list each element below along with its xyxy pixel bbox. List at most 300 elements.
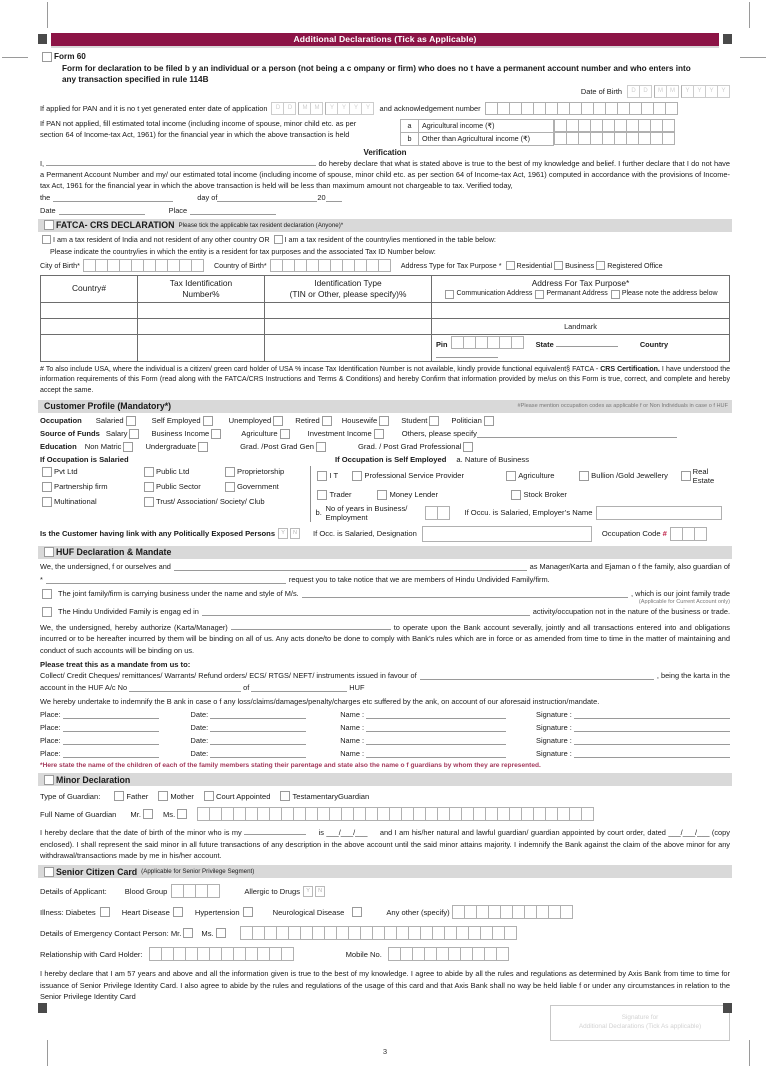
addr-communication-checkbox[interactable] bbox=[445, 290, 454, 299]
occupation-student-checkbox[interactable] bbox=[429, 416, 439, 426]
salaried-options-row-2 bbox=[40, 482, 310, 492]
moneylender-checkbox[interactable] bbox=[377, 490, 387, 500]
city-of-birth-input[interactable] bbox=[83, 259, 204, 272]
customer-profile-header bbox=[38, 400, 732, 413]
years-employer-row bbox=[315, 504, 730, 522]
fatca-address-options bbox=[433, 289, 728, 300]
bullion-checkbox[interactable] bbox=[579, 471, 589, 481]
huf-guardian-field[interactable] bbox=[46, 575, 286, 584]
fatca-section-header bbox=[38, 219, 732, 232]
designation-label: If Occ. is Salaried, Designation bbox=[313, 529, 417, 539]
huf-place-field-1[interactable] bbox=[63, 710, 159, 719]
source-others-label: Others, please specify bbox=[401, 429, 477, 439]
huf-mandate-acc: account in the HUF A/c No bbox=[40, 683, 128, 693]
employment-headings-row bbox=[40, 455, 730, 464]
guardian-court-checkbox[interactable] bbox=[204, 791, 214, 801]
minor-court-date-field[interactable]: ___/___/___ bbox=[668, 828, 710, 838]
any-other-label: Any other (specify) bbox=[386, 907, 450, 917]
guardian-name-label: Full Name of Guardian bbox=[40, 809, 117, 819]
fatca-footnote-1: # To also include USA, where the individual is a citizen/ green card holder of USA % incase Tax Identification Number is not available, kindly provide functional equivalent§ FATCA - bbox=[40, 365, 599, 373]
income-table bbox=[400, 119, 676, 146]
huf-date-field-2[interactable] bbox=[210, 723, 306, 732]
pan-applied-label: If applied for PAN and it is no t yet generated enter date of application bbox=[40, 103, 268, 113]
huf-mandate-mid: , being the karta in the bbox=[656, 671, 730, 681]
fatca-idtype-cell-1[interactable] bbox=[265, 302, 432, 318]
country-of-birth-input[interactable] bbox=[270, 259, 391, 272]
income-row-a bbox=[401, 119, 676, 132]
illness-heart-checkbox[interactable] bbox=[173, 907, 183, 917]
income-b-label: Other than Agricultural income (₹) bbox=[419, 132, 554, 145]
page-header bbox=[38, 33, 732, 46]
address-type-registered-label: Registered Office bbox=[607, 260, 663, 270]
psp-checkbox[interactable] bbox=[352, 471, 362, 481]
huf-line2 bbox=[40, 575, 730, 584]
huf-sig-field-3[interactable] bbox=[574, 736, 730, 745]
education-gradprof-label: Grad. / Post Grad Professional bbox=[357, 442, 462, 452]
country-field[interactable] bbox=[436, 349, 498, 358]
register-square-bottom-right bbox=[723, 1003, 732, 1013]
fatca-table-row[interactable] bbox=[41, 334, 730, 361]
salaried-options-row-3 bbox=[40, 497, 310, 507]
trust-checkbox[interactable] bbox=[144, 497, 154, 507]
minor-checkbox[interactable] bbox=[44, 775, 54, 785]
signature-box[interactable] bbox=[550, 1005, 730, 1041]
stockbroker-label: Stock Broker bbox=[523, 490, 567, 500]
source-business-checkbox[interactable] bbox=[211, 429, 221, 439]
pan-application-row bbox=[40, 102, 730, 115]
huf-account-no-field[interactable] bbox=[129, 683, 241, 692]
bullion-label: Bullion /Gold Jewellery bbox=[591, 471, 668, 481]
form60-checkbox-row[interactable] bbox=[40, 51, 730, 63]
huf-line2-post: request you to take notice that we are members of Hindu Undivided Family/firm. bbox=[288, 574, 550, 584]
register-square-left bbox=[38, 34, 47, 44]
place-field[interactable] bbox=[190, 206, 276, 215]
guardian-mr-label: Mr. bbox=[130, 809, 141, 819]
occupation-unemployed-checkbox[interactable] bbox=[273, 416, 283, 426]
fatca-option-2-checkbox[interactable] bbox=[274, 235, 283, 244]
minor-dob-field[interactable]: ___/___/___ bbox=[326, 828, 368, 838]
huf-section-header bbox=[38, 546, 732, 559]
blood-group-input[interactable] bbox=[171, 884, 220, 898]
senior-section-header bbox=[38, 865, 732, 878]
fatca-tin-cell-2[interactable] bbox=[138, 318, 265, 334]
relationship-input[interactable] bbox=[149, 947, 294, 961]
allergic-no-checkbox[interactable]: N bbox=[315, 886, 325, 897]
guardian-mr-checkbox[interactable] bbox=[143, 809, 153, 819]
huf-business-name-field[interactable] bbox=[302, 589, 628, 598]
multinational-checkbox[interactable] bbox=[42, 497, 52, 507]
occupation-code-hash: # bbox=[662, 529, 667, 539]
form60-label: Form 60 bbox=[54, 52, 86, 61]
pin-input[interactable] bbox=[451, 336, 524, 349]
huf-authorization bbox=[40, 621, 730, 656]
income-a-input[interactable] bbox=[554, 119, 675, 132]
guardian-ms-checkbox[interactable] bbox=[177, 809, 187, 819]
partnership-checkbox[interactable] bbox=[42, 482, 52, 492]
education-nonmatric-checkbox[interactable] bbox=[123, 442, 133, 452]
huf-favour-field[interactable] bbox=[420, 671, 654, 680]
illness-neuro-checkbox[interactable] bbox=[352, 907, 362, 917]
fatca-table-row[interactable] bbox=[41, 318, 730, 334]
huf-place-field-4[interactable] bbox=[63, 749, 159, 758]
huf-check1-pre: The joint family/firm is carrying business under the name and style of M/s. bbox=[58, 589, 299, 599]
years-input[interactable] bbox=[425, 506, 450, 520]
huf-date-label-2: Date: bbox=[190, 723, 209, 733]
government-checkbox[interactable] bbox=[225, 482, 235, 492]
realestate-label: Real Estate bbox=[692, 466, 715, 485]
realestate-checkbox[interactable] bbox=[681, 471, 691, 481]
verification-paragraph bbox=[40, 157, 730, 192]
publicsector-checkbox[interactable] bbox=[144, 482, 154, 492]
occupation-housewife-label: Housewife bbox=[341, 416, 378, 426]
illness-row bbox=[40, 905, 730, 919]
address-type-business-checkbox[interactable] bbox=[554, 261, 563, 270]
huf-mandate-pre: Collect/ Credit Cheques/ remittances/ Warrants/ Refund orders/ ECS/ RTGS/ NEFT/ instruments issued in favour of bbox=[40, 671, 417, 681]
huf-date-label-4: Date: bbox=[190, 749, 209, 759]
signature-area bbox=[40, 1005, 730, 1041]
fatca-checkbox[interactable] bbox=[44, 220, 54, 230]
huf-huf-name-field[interactable] bbox=[251, 683, 347, 692]
government-label: Government bbox=[237, 482, 279, 492]
minor-decl-1: I hereby declare that the date of birth of the minor who is my bbox=[40, 828, 242, 838]
fatca-option-1-label: I am a tax resident of India and not resident of any other country OR bbox=[53, 234, 270, 244]
fatca-footnote bbox=[40, 365, 730, 396]
occupation-salaried-label: Salaried bbox=[95, 416, 124, 426]
register-square-bottom-left bbox=[38, 1003, 47, 1013]
customer-profile-note: #Please mention occupation codes as applicable f or Non Individuals in case o f HUF bbox=[517, 403, 728, 410]
income-text-line1: If PAN not applied, fill estimated total income (including income of spouse, minor child etc. as per bbox=[40, 118, 357, 128]
huf-sig-label-2: Signature : bbox=[536, 723, 572, 733]
huf-line1 bbox=[40, 562, 730, 571]
occupation-politician-checkbox[interactable] bbox=[484, 416, 494, 426]
huf-engaged-checkbox[interactable] bbox=[42, 607, 52, 617]
huf-line2-star: * bbox=[40, 574, 43, 584]
emergency-name-input[interactable] bbox=[240, 926, 517, 940]
crop-mark-top-right bbox=[749, 2, 750, 28]
salaried-options-row-1 bbox=[40, 467, 310, 477]
fatca-th-tin-l2: Number% bbox=[182, 288, 220, 299]
source-others-field[interactable] bbox=[477, 429, 677, 438]
landmark-cell[interactable]: Landmark bbox=[432, 318, 730, 334]
minor-relation-field[interactable] bbox=[244, 826, 306, 835]
verification-text: do hereby declare that what is stated above is true to the best of my knowledge and belief. I further declare that I do not have a Permanent Account Number and my/ our estimated total income (including income of spouse, minor child etc. as per section 64 of Income-tax Act, 1961) computed in accordance with the provisions of Income-tax Act, 1961 for the financial year in which the above transaction is held will be less than maximum amount not chargeable to tax. Verified today, bbox=[40, 158, 730, 191]
verification-day-field[interactable] bbox=[53, 193, 173, 202]
publicltd-checkbox[interactable] bbox=[144, 467, 154, 477]
verification-name-field[interactable] bbox=[46, 157, 316, 166]
occupation-row bbox=[40, 416, 730, 426]
source-agriculture-checkbox[interactable] bbox=[280, 429, 290, 439]
huf-joint-family-checkbox[interactable] bbox=[42, 589, 52, 599]
agriculture-se-checkbox[interactable] bbox=[506, 471, 516, 481]
illness-hypertension-label: Hypertension bbox=[194, 907, 240, 917]
addr-permanent-label: Permanant Address bbox=[546, 290, 608, 298]
crop-mark-left-top bbox=[2, 57, 28, 58]
fatca-country-cell-3[interactable] bbox=[41, 334, 138, 361]
verification-the: the bbox=[40, 192, 51, 202]
mobile-label: Mobile No. bbox=[345, 949, 382, 959]
salaried-heading: If Occupation is Salaried bbox=[40, 454, 129, 464]
address-type-registered-checkbox[interactable] bbox=[596, 261, 605, 270]
huf-sig-field-1[interactable] bbox=[574, 710, 730, 719]
verification-20: 20 bbox=[317, 192, 326, 202]
huf-sig-field-2[interactable] bbox=[574, 723, 730, 732]
signature-line-2: Additional Declarations (Tick As applicable) bbox=[578, 1022, 702, 1030]
education-undergrad-label: Undergraduate bbox=[145, 442, 197, 452]
huf-title: HUF Declaration & Mandate bbox=[56, 547, 172, 558]
fatca-country-cell-2[interactable] bbox=[41, 318, 138, 334]
huf-line1-post: as Manager/Karta and Ejaman o f the family, also guardian of bbox=[529, 561, 730, 571]
fatca-table-header-row bbox=[41, 275, 730, 302]
education-gradgen-label: Grad. /Post Grad Gen bbox=[240, 442, 314, 452]
minor-decl-4: (copy enclosed). I shall represent the said minor in all future transactions of any description in the above account until the said minor attains majority. I indemnify the Bank against the claim of the above minor for any withdrawal/transactions made by me in his/her account. bbox=[40, 828, 730, 860]
address-type-residential-label: Residential bbox=[516, 260, 553, 270]
pep-no-checkbox[interactable]: N bbox=[290, 528, 300, 539]
huf-footnote: *Here state the name of the children of each of the family members stating their parentage and state also the name o f guardians by whom they are represented. bbox=[40, 762, 541, 770]
education-gradgen-checkbox[interactable] bbox=[316, 442, 326, 452]
employer-name-input[interactable] bbox=[596, 506, 722, 520]
partnership-label: Partnership firm bbox=[54, 482, 108, 492]
guardian-mother-checkbox[interactable] bbox=[158, 791, 168, 801]
huf-sig-label-3: Signature : bbox=[536, 736, 572, 746]
mobile-input[interactable] bbox=[388, 947, 509, 961]
fatca-tin-cell-1[interactable] bbox=[138, 302, 265, 318]
fatca-th-country: Country# bbox=[41, 275, 138, 302]
huf-mandate-row1 bbox=[40, 671, 730, 680]
blood-group-label: Blood Group bbox=[124, 886, 168, 896]
occupation-housewife-checkbox[interactable] bbox=[379, 416, 389, 426]
guardian-father-checkbox[interactable] bbox=[114, 791, 124, 801]
place-label: Place bbox=[168, 205, 188, 215]
occupation-code-label: Occupation Code bbox=[601, 529, 661, 539]
minor-section-header bbox=[38, 773, 732, 786]
address-type-label: Address Type for Tax Purpose * bbox=[400, 260, 502, 270]
huf-name-label-1: Name : bbox=[340, 710, 365, 720]
huf-name-label-4: Name : bbox=[340, 749, 365, 759]
form60-checkbox[interactable] bbox=[42, 52, 52, 62]
minor-decl-3: and I am his/her natural and lawful guardian/ guardian appointed by court order, dated bbox=[379, 828, 666, 838]
publicltd-label: Public Ltd bbox=[156, 467, 190, 477]
education-gradprof-checkbox[interactable] bbox=[463, 442, 473, 452]
employment-options-grid bbox=[40, 466, 730, 522]
income-b-input[interactable] bbox=[554, 132, 675, 145]
pep-designation-row bbox=[40, 526, 730, 542]
huf-check2-post: activity/occupation not in the nature of the business or trade. bbox=[532, 607, 730, 617]
occupation-retired-checkbox[interactable] bbox=[322, 416, 332, 426]
source-business-label: Business Income bbox=[151, 429, 210, 439]
huf-place-field-2[interactable] bbox=[63, 723, 159, 732]
huf-line1-pre: We, the undersigned, f or ourselves and bbox=[40, 561, 171, 571]
source-agriculture-label: Agriculture bbox=[241, 429, 278, 439]
selfemp-options-row-1 bbox=[315, 467, 730, 485]
dob-input[interactable]: D D M M Y Y Y Y bbox=[627, 85, 730, 98]
it-checkbox[interactable] bbox=[317, 471, 327, 481]
ack-number-input[interactable] bbox=[485, 102, 678, 115]
pan-application-date-input[interactable]: D D M M Y Y Y Y bbox=[271, 102, 374, 115]
fatca-footnote-bold: CRS Certification. bbox=[600, 365, 660, 373]
huf-check2-pre: The Hindu Undivided Family is engag ed in bbox=[58, 607, 199, 617]
huf-name-field-3[interactable] bbox=[366, 736, 506, 745]
guardian-court-label: Court Appointed bbox=[215, 791, 271, 801]
source-investment-label: Investment Income bbox=[307, 429, 372, 439]
fatca-residency-options bbox=[40, 235, 730, 244]
years-label-l2: Employment bbox=[325, 512, 368, 522]
verification-year-field[interactable] bbox=[326, 193, 342, 202]
designation-input[interactable] bbox=[422, 526, 592, 542]
huf-name-field-4[interactable] bbox=[366, 749, 506, 758]
fatca-title: FATCA- CRS DECLARATION bbox=[56, 220, 175, 231]
huf-sig-label-4: Signature : bbox=[536, 749, 572, 759]
huf-auth-field[interactable] bbox=[231, 621, 391, 630]
pin-state-country-cell bbox=[432, 334, 730, 361]
emergency-contact-row bbox=[40, 926, 730, 940]
huf-signature-rows bbox=[40, 710, 730, 758]
huf-activity-field[interactable] bbox=[202, 607, 530, 616]
fatca-th-idtype-l1: Identification Type bbox=[314, 278, 382, 289]
country-of-birth-label: Country of Birth* bbox=[213, 260, 267, 270]
fatca-table-row[interactable] bbox=[41, 302, 730, 318]
fatca-th-tin bbox=[138, 275, 265, 302]
huf-date-field-1[interactable] bbox=[210, 710, 306, 719]
education-row bbox=[40, 442, 730, 452]
state-label: State bbox=[535, 339, 554, 349]
huf-place-field-3[interactable] bbox=[63, 736, 159, 745]
guardian-testamentary-checkbox[interactable] bbox=[280, 791, 290, 801]
huf-checkbox[interactable] bbox=[44, 547, 54, 557]
senior-checkbox[interactable] bbox=[44, 867, 54, 877]
guardian-name-input[interactable] bbox=[197, 807, 594, 821]
minor-decl-2: is bbox=[318, 828, 324, 838]
moneylender-label: Money Lender bbox=[389, 490, 439, 500]
emergency-mr-checkbox[interactable] bbox=[183, 928, 193, 938]
occupation-selfemployed-label: Self Employed bbox=[151, 416, 201, 426]
stockbroker-checkbox[interactable] bbox=[511, 490, 521, 500]
illness-diabetes-checkbox[interactable] bbox=[100, 907, 110, 917]
date-field[interactable] bbox=[59, 206, 145, 215]
huf-sig-row-2 bbox=[40, 723, 730, 732]
birth-details-row bbox=[40, 259, 730, 272]
huf-mandate-row2 bbox=[40, 683, 730, 692]
emergency-ms-label: Ms. bbox=[201, 928, 214, 938]
addr-note-below-checkbox[interactable] bbox=[611, 290, 620, 299]
pvtltd-checkbox[interactable] bbox=[42, 467, 52, 477]
addr-communication-label: Communication Address bbox=[456, 290, 533, 298]
minor-declaration bbox=[40, 826, 730, 861]
senior-subtitle: (Applicable for Senior Privilege Segment) bbox=[141, 868, 255, 876]
fatca-instruction: Please indicate the country/ies in which the entity is a resident for tax purposes and the associated Tax ID Number below: bbox=[50, 246, 436, 256]
fatca-th-idtype bbox=[265, 275, 432, 302]
huf-mandate-huf: HUF bbox=[349, 683, 365, 693]
allergic-label: Allergic to Drugs bbox=[244, 886, 301, 896]
crop-mark-right-top bbox=[740, 57, 766, 58]
fatca-th-address-title: Address For Tax Purpose* bbox=[531, 277, 630, 288]
verification-month-field[interactable] bbox=[217, 193, 317, 202]
guardian-type-row bbox=[40, 791, 730, 801]
dob-label: Date of Birth bbox=[580, 86, 622, 96]
huf-name-label-2: Name : bbox=[340, 723, 365, 733]
fatca-address-cell-1[interactable] bbox=[432, 302, 730, 318]
source-of-funds-row bbox=[40, 429, 730, 439]
education-nonmatric-label: Non Matric bbox=[84, 442, 122, 452]
allergic-yes-checkbox[interactable]: Y bbox=[303, 886, 313, 897]
fatca-option-1-checkbox[interactable] bbox=[42, 235, 51, 244]
huf-name-field-2[interactable] bbox=[366, 723, 506, 732]
selfemp-options-row-2 bbox=[315, 490, 730, 500]
it-label: I T bbox=[329, 471, 339, 481]
page-title: Additional Declarations (Tick as Applicable) bbox=[51, 33, 719, 46]
guardian-name-row bbox=[40, 807, 730, 821]
trust-label: Trust/ Association/ Society/ Club bbox=[156, 497, 265, 507]
state-field[interactable] bbox=[556, 338, 618, 347]
huf-sig-field-4[interactable] bbox=[574, 749, 730, 758]
source-investment-checkbox[interactable] bbox=[374, 429, 384, 439]
source-salary-checkbox[interactable] bbox=[129, 429, 139, 439]
psp-label: Professional Service Provider bbox=[364, 471, 464, 481]
illness-hypertension-checkbox[interactable] bbox=[243, 907, 253, 917]
page-number: 3 bbox=[382, 1046, 388, 1056]
guardian-ms-label: Ms. bbox=[162, 809, 176, 819]
occupation-retired-label: Retired bbox=[295, 416, 320, 426]
occupation-code-input[interactable] bbox=[670, 527, 707, 541]
applicant-details-row bbox=[40, 884, 730, 898]
applicant-details-label: Details of Applicant: bbox=[40, 886, 107, 896]
occupation-selfemployed-checkbox[interactable] bbox=[203, 416, 213, 426]
customer-profile-title: Customer Profile (Mandatory*) bbox=[44, 401, 172, 412]
illness-diabetes-label: Illness: Diabetes bbox=[40, 907, 96, 917]
fatca-tin-cell-3[interactable] bbox=[138, 334, 265, 361]
emergency-ms-checkbox[interactable] bbox=[216, 928, 226, 938]
occupation-student-label: Student bbox=[401, 416, 428, 426]
multinational-label: Multinational bbox=[54, 497, 97, 507]
pep-yes-checkbox[interactable]: Y bbox=[278, 528, 288, 539]
fatca-idtype-cell-2[interactable] bbox=[265, 318, 432, 334]
trader-checkbox[interactable] bbox=[317, 490, 327, 500]
address-type-business-label: Business bbox=[565, 260, 595, 270]
fatca-table bbox=[40, 275, 730, 362]
proprietorship-checkbox[interactable] bbox=[225, 467, 235, 477]
fatca-idtype-cell-3[interactable] bbox=[265, 334, 432, 361]
huf-date-label-3: Date: bbox=[190, 736, 209, 746]
huf-date-label-1: Date: bbox=[190, 710, 209, 720]
fatca-country-cell-1[interactable] bbox=[41, 302, 138, 318]
income-row-b bbox=[401, 132, 676, 145]
huf-place-label-1: Place: bbox=[40, 710, 61, 720]
any-other-input[interactable] bbox=[452, 905, 573, 919]
huf-indemnity: We hereby undertake to indemnify the B ank in case o f any loss/claims/damages/penalty/charges etc suffered by the ank, on account of our aforesaid instruction/mandate. bbox=[40, 697, 600, 707]
huf-auth-pre: We, the undersigned, hereby authorize (Karta/Manager) bbox=[40, 622, 228, 632]
huf-name-field-1[interactable] bbox=[366, 710, 506, 719]
income-a-label: Agricultural income (₹) bbox=[419, 119, 554, 132]
education-undergrad-checkbox[interactable] bbox=[198, 442, 208, 452]
fatca-footnote-2: I have understood the information requirements of this Form (read along with the FATCA/CRS Instructions and Terms & Conditions) and hereby Confirm that information provided by me/us on this Form is true, correct, and complete and hereby accept the same. bbox=[40, 365, 730, 394]
date-label: Date bbox=[40, 205, 56, 215]
minor-title: Minor Declaration bbox=[56, 774, 131, 785]
years-key: b. bbox=[315, 508, 322, 518]
guardian-mother-label: Mother bbox=[170, 791, 194, 801]
trader-label: Trader bbox=[329, 490, 352, 500]
address-type-residential-checkbox[interactable] bbox=[506, 261, 515, 270]
huf-date-field-3[interactable] bbox=[210, 736, 306, 745]
huf-check1-post: , which is our joint family trade bbox=[631, 589, 730, 599]
huf-date-field-4[interactable] bbox=[210, 749, 306, 758]
huf-karta-name-field[interactable] bbox=[174, 562, 527, 571]
occupation-salaried-checkbox[interactable] bbox=[126, 416, 136, 426]
proprietorship-label: Proprietorship bbox=[237, 467, 285, 477]
income-text-line2: section 64 of Income-tax Act, 1961) for the financial year in which the above transaction is held bbox=[40, 129, 350, 139]
source-salary-label: Salary bbox=[105, 429, 128, 439]
verification-title: Verification bbox=[363, 147, 407, 157]
addr-permanent-checkbox[interactable] bbox=[535, 290, 544, 299]
form60-description: Form for declaration to be filed b y an individual or a person (not being a c ompany or firm) who does no t have a permanent account number and who enters into any transaction specified in rule 114B bbox=[62, 63, 691, 84]
